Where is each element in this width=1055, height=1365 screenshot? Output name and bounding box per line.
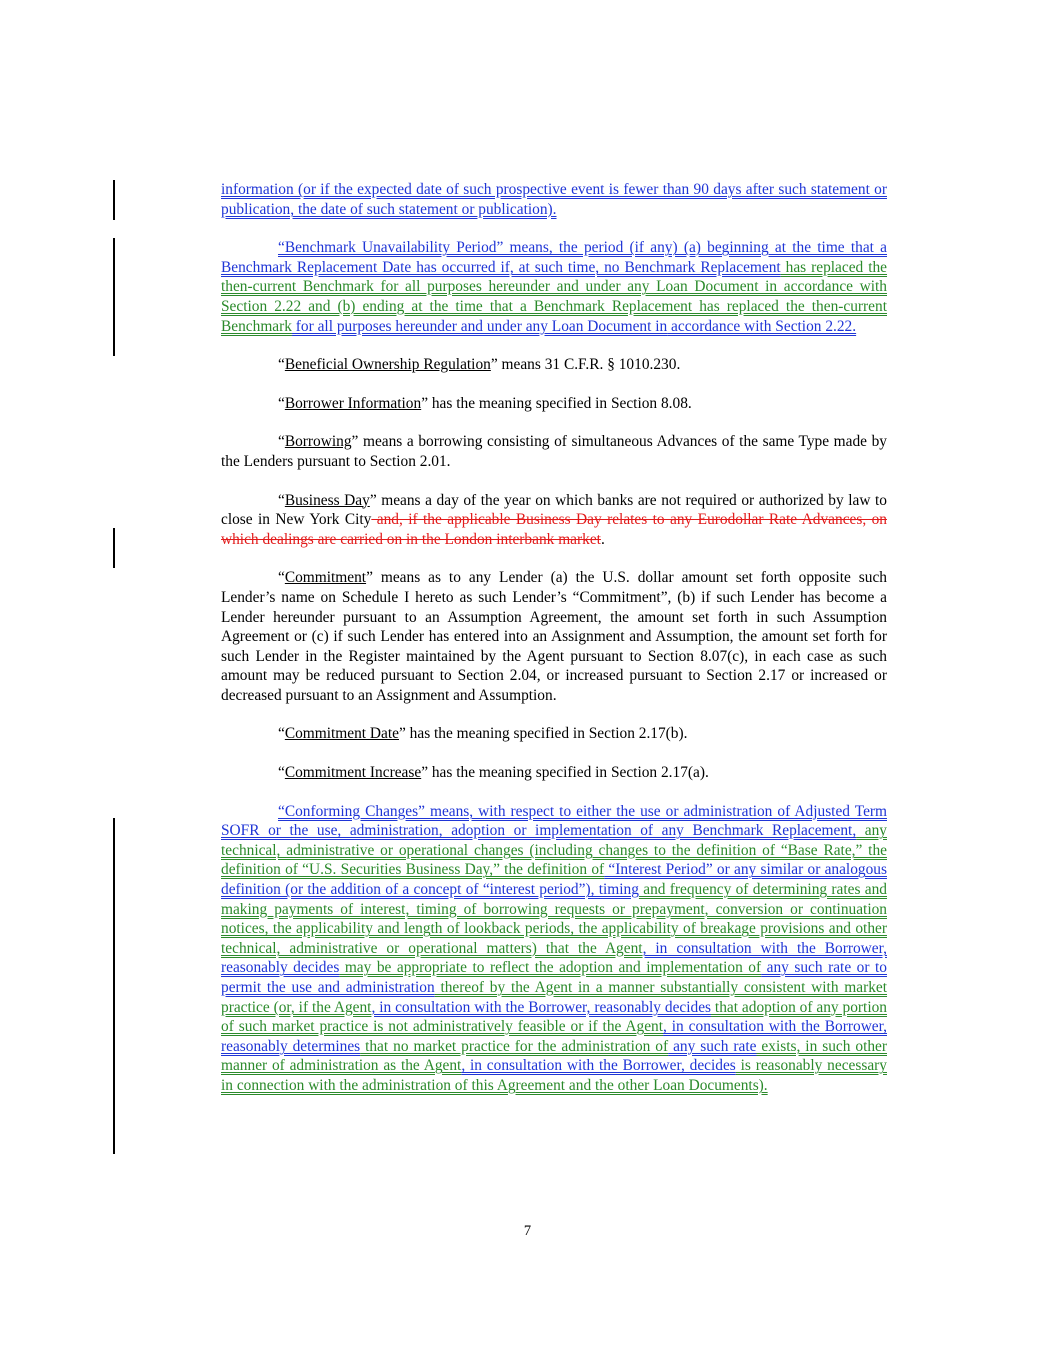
- quote-open: “: [278, 356, 285, 374]
- definition-text: ” means a day of the year on which banks are not required or authorized by law to close in New York City: [221, 491, 887, 529]
- inserted-text: , in consultation with the Borrower, reasonably determines: [221, 1018, 887, 1055]
- moved-text: and frequency of determining rates and making payments of interest, timing of borrowing requests or prepayment, conversion or continuation notices, the applicability and length of lookback periods, the applicability of breakage provisions and other technical, administrative or operational matters) that the Agent: [221, 881, 888, 957]
- moved-text: has replaced the then-current Benchmark for all purposes hereunder and under any Loan Document in accordance with Section 2.22 and (b) ending at the time that a Benchmark Replacement has replaced the then-current Benchmark: [221, 258, 888, 335]
- moved-text: that adoption of any portion of such market practice is not administratively feasible or if the Agent: [221, 998, 887, 1036]
- inserted-text: , in consultation with the Borrower, reasonably decides: [371, 998, 712, 1016]
- inserted-text: “Conforming Changes” means, with respect to either the use or administration of Adjusted Term SOFR or the use, administration, adoption or implementation of any Benchmark Replacement,: [221, 802, 887, 840]
- paragraph-commitment-increase: [221, 763, 887, 783]
- quote-open: “: [278, 491, 285, 509]
- definition-end: .: [600, 530, 605, 548]
- inserted-text: “Benchmark Unavailability Period” means, the period (if any) (a) beginning at the time that a Benchmark Replacement Date has occurred if, at such time, no Benchmark Replacement: [221, 239, 887, 276]
- inserted-text: accordance with Section 2.22.: [667, 317, 857, 335]
- paragraph-borrowing: [221, 432, 887, 471]
- defined-term: Commitment Date: [284, 725, 399, 743]
- paragraph-conforming-changes: [221, 802, 887, 1096]
- moved-text: any technical, administrative or operational changes (including changes to the definition of “Base Rate,” the definition of “U.S. Securities Business Day,” the definition of: [221, 822, 887, 879]
- paragraph-business-day: [221, 491, 887, 550]
- defined-term: Borrower Information: [284, 394, 422, 412]
- change-bar-3: [113, 528, 115, 568]
- paragraph-benchmark-unavailability-period: [221, 238, 887, 336]
- moved-text: thereof by the Agent in a manner substantially consistent with market practice (or, if the Agent: [221, 979, 888, 1016]
- change-bar-1: [113, 180, 115, 220]
- inserted-text: , in consultation with the Borrower, decides: [461, 1057, 736, 1075]
- defined-term: Business Day: [284, 491, 370, 509]
- inserted-text: for all purposes hereunder and under any Loan Document in: [291, 317, 668, 335]
- paragraph-commitment: [221, 568, 887, 705]
- moved-text: exists, in such other manner of administration as the Agent: [221, 1037, 887, 1075]
- paragraph-commitment-date: [221, 724, 887, 744]
- page-number: 7: [523, 1223, 532, 1239]
- quote-open: “: [278, 433, 285, 451]
- defined-term: Borrowing: [284, 433, 352, 451]
- moved-text: may be appropriate to reflect the adoption and implementation of: [339, 959, 762, 977]
- defined-term: Commitment Increase: [284, 764, 422, 782]
- paragraph-beneficial-ownership-regulation: [221, 355, 887, 375]
- inserted-text: information (or if the expected date of such prospective event is fewer than 90 days after such statement or publication, the date of such statement or publication).: [221, 181, 887, 218]
- quote-open: “: [278, 725, 285, 743]
- paragraph-borrower-information: [221, 394, 887, 414]
- defined-term: Beneficial Ownership Regulation: [284, 356, 491, 374]
- defined-term: Commitment: [284, 569, 367, 587]
- paragraph-benchmark-info-continued: [221, 180, 887, 219]
- document-page: [221, 180, 887, 1115]
- definition-text: ” means 31 C.F.R. § 1010.230.: [490, 356, 681, 374]
- change-bar-2: [113, 238, 115, 356]
- definition-text: ” has the meaning specified in Section 2.17(b).: [398, 725, 688, 743]
- quote-open: “: [278, 569, 285, 587]
- deleted-text: and, if the applicable Business Day relates to any Eurodollar Rate Advances, on which dealings are carried on in the London interbank market: [221, 511, 887, 548]
- change-bar-4: [113, 818, 115, 1154]
- moved-text: that no market practice for the administration of: [360, 1037, 669, 1055]
- inserted-text: , in consultation with the Borrower, reasonably decides: [221, 939, 887, 977]
- definition-text: ” has the meaning specified in Section 2.17(a).: [421, 764, 709, 782]
- definition-text: ” has the meaning specified in Section 8.08.: [421, 394, 692, 412]
- inserted-text: any such rate: [668, 1037, 757, 1055]
- moved-text: is reasonably necessary in connection with the administration of this Agreement and the other Loan Documents).: [221, 1057, 887, 1094]
- quote-open: “: [278, 764, 285, 782]
- definition-text: ” means as to any Lender (a) the U.S. dollar amount set forth opposite such Lender’s name on Schedule I hereto as such Lender’s “Commitment”, (b) if such Lender has become a Lender hereunder pursuant to an Assumption Agreement, the amount set forth in such Assumption Agreement or (c) if such Lender has entered into an Assignment and Assumption, the amount set forth for such Lender in the Register maintained by the Agent pursuant to Section 8.07(c), in each case as such amount may be reduced pursuant to Section 2.04, or increased pursuant to Section 2.17 or increased or decreased pursuant to an Assignment and Assumption.: [221, 569, 887, 704]
- definition-text: ” means a borrowing consisting of simultaneous Advances of the same Type made by the Lenders pursuant to Section 2.01.: [221, 433, 887, 470]
- quote-open: “: [278, 394, 285, 412]
- inserted-text: “Interest Period” or any similar or analogous definition (or the addition of a concept of “interest period”), timing: [221, 861, 887, 899]
- inserted-text: any such rate or to permit the use and administration: [221, 959, 887, 996]
